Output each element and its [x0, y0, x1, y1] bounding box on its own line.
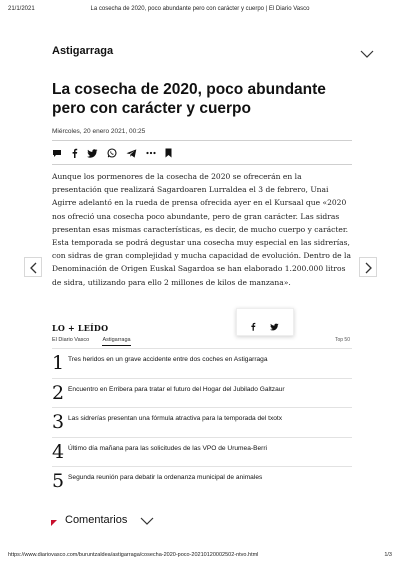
- twitter-icon[interactable]: [270, 318, 279, 336]
- chevron-left-icon: [29, 262, 38, 274]
- tab-astigarraga[interactable]: Astigarraga: [102, 337, 130, 346]
- rank-number: 3: [52, 411, 65, 433]
- chevron-down-icon[interactable]: [360, 46, 374, 58]
- twitter-icon[interactable]: [87, 149, 98, 158]
- article-body: Aunque los pormenores de la cosecha de 2020 se ofrecerán en la presentación que realizará Sagardoaren Lurraldea el 3 de febrero, Unai Agirre adelantó en la rueda de prensa ofrecida ayer en el Kursaal que «2020 nos ofreció una cosecha poco abundante, pero de gran carácter. Las sidras presentan esas mismas características, es decir, de mucho cuerpo y carácter. Esta temporada se podrá degustar una cosecha muy especial en las sidrerías, con sidras de gran complejidad y mucha capacidad de evolución. Dentro de la Denominación de Origen Euskal Sagardoa se han elaborado 1.200.000 litros de sidra, utilizando para ello 2 millones de kilos de manzana».: [52, 172, 351, 287]
- most-read-title: LO + LEÍDO: [52, 323, 109, 333]
- facebook-icon[interactable]: [250, 318, 256, 336]
- list-item-headline[interactable]: Encuentro en Erribera para tratar el futuro del Hogar del Jubilado Galtzaur: [68, 385, 285, 393]
- list-item[interactable]: [52, 348, 352, 378]
- rank-number: 2: [52, 381, 65, 404]
- comments-label: Comentarios: [65, 514, 128, 526]
- print-url: https://www.diariovasco.com/buruntzaldea/astigarraga/cosecha-2020-poco-20210120002502-ntvo.html: [8, 552, 259, 558]
- print-page-number: 1/3: [384, 552, 392, 558]
- chevron-down-icon: [140, 513, 154, 531]
- share-bar: [52, 147, 172, 159]
- most-read-list: [52, 348, 352, 496]
- comments-toggle[interactable]: [65, 510, 127, 526]
- list-item-headline[interactable]: Último día mañana para las solicitudes de las VPO de Urumea-Berri: [68, 444, 268, 452]
- list-item[interactable]: [52, 378, 352, 408]
- most-read-tabs: [52, 337, 143, 343]
- list-item[interactable]: [52, 466, 352, 496]
- article-dateline: Miércoles, 20 enero 2021, 00:25: [52, 128, 146, 135]
- list-item-headline[interactable]: Tres heridos en un grave accidente entre dos coches en Astigarraga: [68, 356, 268, 363]
- divider: [52, 140, 352, 141]
- print-page-title: La cosecha de 2020, poco abundante pero con carácter y cuerpo | El Diario Vasco: [90, 6, 310, 12]
- rank-number: 4: [52, 440, 65, 463]
- list-item[interactable]: [52, 437, 352, 467]
- article-headline: La cosecha de 2020, poco abundante pero con carácter y cuerpo: [52, 81, 326, 117]
- comment-icon[interactable]: [52, 149, 62, 158]
- print-footer: [8, 552, 392, 561]
- top-50-link[interactable]: Top 50: [334, 337, 350, 343]
- whatsapp-icon[interactable]: [107, 148, 117, 158]
- chevron-right-icon: [364, 262, 373, 274]
- print-header: [8, 6, 392, 16]
- divider: [52, 164, 352, 165]
- section-link[interactable]: Astigarraga: [52, 45, 114, 57]
- rank-number: 1: [52, 352, 65, 374]
- next-article-button[interactable]: [359, 257, 377, 277]
- bookmark-icon[interactable]: [165, 148, 172, 158]
- previous-article-button[interactable]: [24, 257, 42, 277]
- telegram-icon[interactable]: [126, 149, 137, 158]
- more-icon[interactable]: [146, 151, 156, 155]
- facebook-icon[interactable]: [71, 148, 78, 158]
- list-item-headline[interactable]: Segunda reunión para debatir la ordenanza municipal de animales: [68, 474, 263, 481]
- tab-el-diario-vasco[interactable]: El Diario Vasco: [52, 337, 90, 343]
- red-corner-marker: [51, 520, 57, 526]
- section-header: [52, 45, 374, 61]
- list-item[interactable]: [52, 407, 352, 437]
- rank-number: 5: [52, 470, 65, 492]
- floating-share-popup: [236, 308, 294, 336]
- list-item-headline[interactable]: Las sidrerías presentan una fórmula atractiva para la temporada del txotx: [68, 415, 283, 422]
- print-date: 21/1/2021: [8, 6, 35, 12]
